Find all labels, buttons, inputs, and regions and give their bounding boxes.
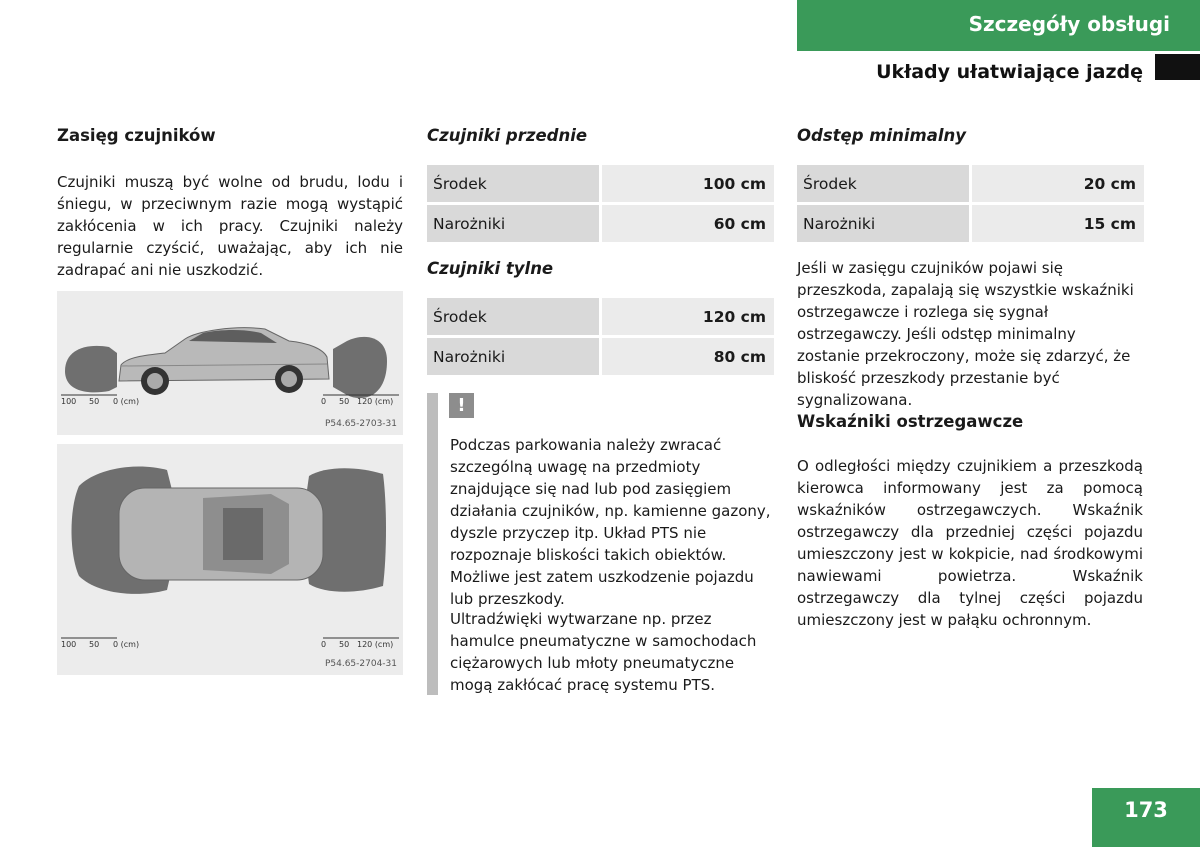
min-distance-table [797, 162, 1144, 245]
section-title: Układy ułatwiające jazdę [876, 61, 1143, 83]
header-tab-title: Szczegóły obsługi [968, 12, 1170, 36]
min-distance-heading: Odstęp minimalny [797, 126, 967, 145]
top-view-figure: 100 50 0 (cm) 0 50 120 (cm) P54.65-2704-31 [57, 444, 403, 675]
page-number-box [1092, 788, 1200, 847]
page-number: 173 [1124, 798, 1168, 822]
front-sensors-heading: Czujniki przednie [427, 126, 588, 145]
indicators-heading: Wskaźniki ostrzegawcze [797, 412, 1024, 431]
side-view-illustration [57, 291, 403, 435]
table-row [427, 205, 774, 242]
side-view-figure: 100 50 0 (cm) 0 50 120 (cm) P54.65-2703-31 [57, 291, 403, 435]
row-value: 20 cm [972, 165, 1144, 202]
rear-sensors-table [427, 295, 774, 378]
front-sensors-table [427, 162, 774, 245]
row-value: 120 cm [602, 298, 774, 335]
warning-icon: ! [449, 393, 474, 418]
row-label: Narożniki [427, 205, 602, 242]
warning-bar [427, 393, 438, 695]
table-row [427, 298, 774, 335]
row-value: 15 cm [972, 205, 1144, 242]
indicators-text: O odległości między czujnikiem a przeszkodą kierowca informowany jest za pomocą wskaźników ostrzegawczych. Wskaźnik ostrzegawczy dla przedniej części pojazdu umieszczony jest w kokpicie, nad środkowymi nawiewami powietrza. Wskaźnik ostrzegawczy dla tylnej części pojazdu umieszczony jest w pałąku ochronnym. [797, 457, 1143, 629]
row-label: Środek [427, 298, 602, 335]
table-row [427, 338, 774, 375]
table-row [797, 165, 1144, 202]
warning-text-2: Ultradźwięki wytwarzane np. przez hamulce pneumatyczne w samochodach ciężarowych lub młoty pneumatyczne mogą zakłócać pracę systemu PTS. [450, 610, 757, 694]
row-label: Środek [797, 165, 972, 202]
warning-text-1: Podczas parkowania należy zwracać szczególną uwagę na przedmioty znajdujące się nad lub pod zasięgiem działania czujników, np. kamienne gazony, dyszle przyczep itp. Układ PTS nie rozpoznaje bliskości takich obiektów. Możliwe jest zatem uszkodzenie pojazdu lub przeszkody. [450, 436, 771, 608]
row-value: 100 cm [602, 165, 774, 202]
row-label: Środek [427, 165, 602, 202]
rear-sensors-heading: Czujniki tylne [427, 259, 554, 278]
row-label: Narożniki [797, 205, 972, 242]
row-label: Narożniki [427, 338, 602, 375]
row-value: 80 cm [602, 338, 774, 375]
front-sensor-zone [65, 346, 117, 393]
figure-code: P54.65-2703-31 [324, 419, 397, 429]
table-row [797, 205, 1144, 242]
min-distance-text: Jeśli w zasięgu czujników pojawi się przeszkoda, zapalają się wszystkie wskaźniki ostrzegawcze i rozlega się sygnał ostrzegawczy. Jeśli odstęp minimalny zostanie przekroczony, może się zdarzyć, że bliskość przeszkody przestanie być sygnalizowana. [797, 259, 1134, 409]
row-value: 60 cm [602, 205, 774, 242]
table-row [427, 165, 774, 202]
top-view-illustration [57, 444, 403, 675]
range-heading: Zasięg czujników [57, 126, 216, 145]
section-marker [1155, 54, 1200, 80]
range-text: Czujniki muszą być wolne od brudu, lodu i śniegu, w przeciwnym razie mogą wystąpić zakłócenia w ich pracy. Czujniki należy regularnie czyścić, uważając, aby ich nie zadrapać ani nie uszkodzić. [57, 173, 403, 279]
header-tab [797, 0, 1200, 51]
rear-sensor-zone [333, 337, 387, 398]
figure-code: P54.65-2704-31 [324, 659, 397, 669]
